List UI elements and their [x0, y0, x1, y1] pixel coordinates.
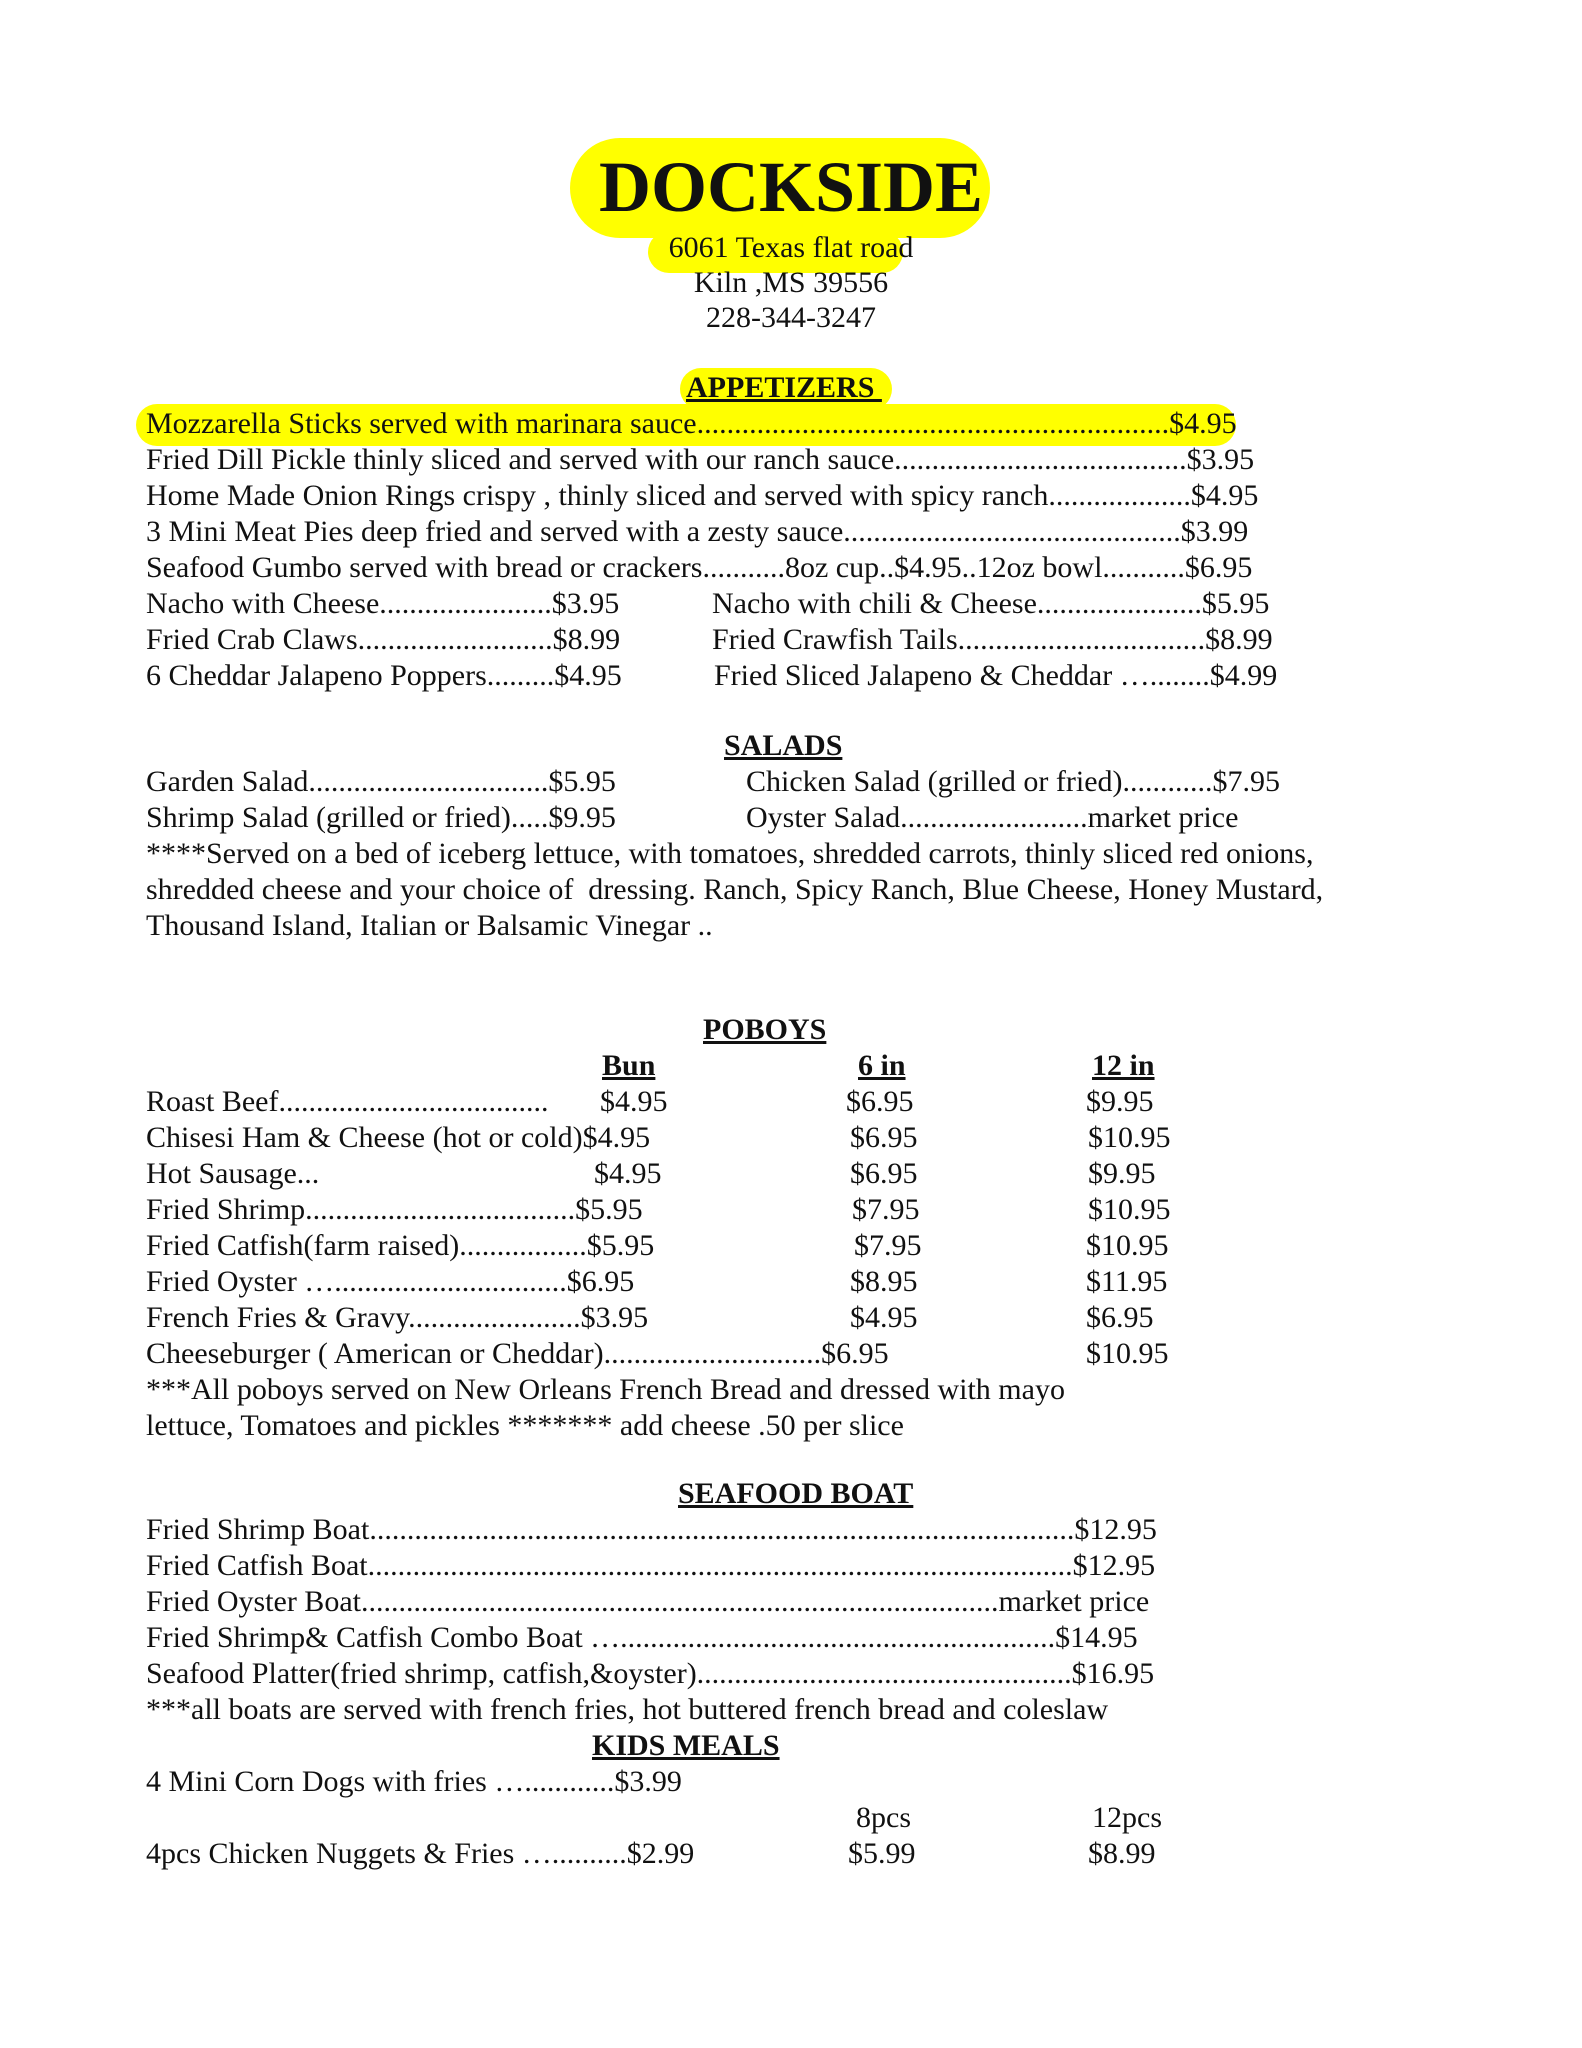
poboy-bun-price: $4.95 [594, 1157, 662, 1190]
poboy-6in-price: $6.95 [846, 1085, 914, 1118]
poboy-name: Chisesi Ham & Cheese (hot or cold)$4.95 [146, 1121, 651, 1154]
poboy-col-12in: 12 in [1092, 1049, 1155, 1082]
poboy-6in-price: $6.95 [850, 1157, 918, 1190]
poboy-6in-price: $4.95 [850, 1301, 918, 1334]
poboy-6in-price: $6.95 [850, 1121, 918, 1154]
salad-note-line: Thousand Island, Italian or Balsamic Vinegar .. [146, 909, 713, 942]
seafood-boat-line: Fried Catfish Boat..............................................................................................$12.95 [146, 1549, 1156, 1582]
seafood-boat-line: Fried Shrimp Boat..............................................................................................$12.95 [146, 1513, 1157, 1546]
salad-left: Shrimp Salad (grilled or fried).....$9.95 [146, 801, 616, 834]
poboy-6in-price: $7.95 [854, 1229, 922, 1262]
address-line-2: Kiln ,MS 39556 [693, 266, 889, 299]
salad-right: Oyster Salad.........................market price [746, 801, 1239, 834]
restaurant-title: DOCKSIDE [598, 147, 984, 227]
seafood-boat-note: ***all boats are served with french fries, hot buttered french bread and coleslaw [146, 1693, 1109, 1726]
poboy-12in-price: $9.95 [1088, 1157, 1156, 1190]
poboy-note-line: ***All poboys served on New Orleans French Bread and dressed with mayo [146, 1373, 1065, 1406]
appetizer-line: Home Made Onion Rings crispy , thinly sliced and served with spicy ranch...................$4.95 [146, 479, 1259, 512]
poboy-12in-price: $10.95 [1088, 1193, 1171, 1226]
kids-corn-dogs: 4 Mini Corn Dogs with fries …............$3.99 [146, 1765, 682, 1798]
poboy-name: Hot Sausage... [146, 1157, 320, 1190]
poboy-col-bun: Bun [602, 1049, 656, 1082]
salad-left: Garden Salad................................$5.95 [146, 765, 616, 798]
poboy-col-6in: 6 in [858, 1049, 906, 1082]
poboy-6in-price: $7.95 [852, 1193, 920, 1226]
salad-note-line: ****Served on a bed of iceberg lettuce, with tomatoes, shredded carrots, thinly sliced red onions, [146, 837, 1314, 870]
poboy-12in-price: $10.95 [1086, 1337, 1169, 1370]
salads-heading: SALADS [724, 729, 843, 762]
kids-meals-heading: KIDS MEALS [592, 1729, 780, 1762]
poboy-12in-price: $10.95 [1086, 1229, 1169, 1262]
poboy-12in-price: $9.95 [1086, 1085, 1154, 1118]
poboy-12in-price: $10.95 [1088, 1121, 1171, 1154]
seafood-boat-heading: SEAFOOD BOAT [678, 1477, 914, 1510]
poboy-name: Fried Oyster …...............................$6.95 [146, 1265, 635, 1298]
phone-number: 228-344-3247 [706, 301, 876, 334]
poboy-12in-price: $11.95 [1086, 1265, 1168, 1298]
poboy-name: Cheeseburger ( American or Cheddar).............................$6.95 [146, 1337, 889, 1370]
poboy-12in-price: $6.95 [1086, 1301, 1154, 1334]
kids-nuggets-8pcs-price: $5.99 [848, 1837, 916, 1870]
seafood-boat-line: Seafood Platter(fried shrimp, catfish,&oyster)..................................................$16.95 [146, 1657, 1155, 1690]
appetizer-right: Nacho with chili & Cheese......................$5.95 [712, 587, 1270, 620]
kids-col-8pcs: 8pcs [856, 1801, 911, 1834]
appetizer-line: Mozzarella Sticks served with marinara sauce...............................................................$4.95 [146, 407, 1237, 440]
appetizer-left: Fried Crab Claws..........................$8.99 [146, 623, 621, 656]
kids-nuggets: 4pcs Chicken Nuggets & Fries …..........$2.99 [146, 1837, 695, 1870]
salad-right: Chicken Salad (grilled or fried)............$7.95 [746, 765, 1281, 798]
poboy-name: Roast Beef.................................... [146, 1085, 549, 1118]
appetizer-left: 6 Cheddar Jalapeno Poppers.........$4.95 [146, 659, 622, 692]
poboy-name: Fried Catfish(farm raised).................$5.95 [146, 1229, 655, 1262]
appetizers-heading: APPETIZERS [686, 371, 882, 404]
poboys-heading: POBOYS [703, 1013, 827, 1046]
appetizer-left: Nacho with Cheese.......................$3.95 [146, 587, 620, 620]
poboy-bun-price: $4.95 [600, 1085, 668, 1118]
poboy-name: French Fries & Gravy.......................$3.95 [146, 1301, 649, 1334]
poboy-name: Fried Shrimp....................................$5.95 [146, 1193, 643, 1226]
appetizer-right: Fried Crawfish Tails.................................$8.99 [712, 623, 1273, 656]
seafood-boat-line: Fried Shrimp& Catfish Combo Boat …..........................................................$14.95 [146, 1621, 1138, 1654]
kids-nuggets-12pcs-price: $8.99 [1088, 1837, 1156, 1870]
kids-col-12pcs: 12pcs [1092, 1801, 1162, 1834]
salad-note-line: shredded cheese and your choice of dressing. Ranch, Spicy Ranch, Blue Cheese, Honey Mustard, [146, 873, 1324, 906]
poboy-6in-price: $8.95 [850, 1265, 918, 1298]
poboy-note-line: lettuce, Tomatoes and pickles ******* add cheese .50 per slice [146, 1409, 904, 1442]
seafood-boat-line: Fried Oyster Boat.....................................................................................market price [146, 1585, 1150, 1618]
appetizer-line: Fried Dill Pickle thinly sliced and served with our ranch sauce.......................................$3.95 [146, 443, 1255, 476]
address-line-1: 6061 Texas flat road [668, 231, 914, 264]
appetizer-right: Fried Sliced Jalapeno & Cheddar …........$4.99 [714, 659, 1278, 692]
appetizer-line: Seafood Gumbo served with bread or crackers...........8oz cup..$4.95..12oz bowl...........$6.95 [146, 551, 1253, 584]
appetizer-line: 3 Mini Meat Pies deep fried and served with a zesty sauce.............................................$3.99 [146, 515, 1249, 548]
